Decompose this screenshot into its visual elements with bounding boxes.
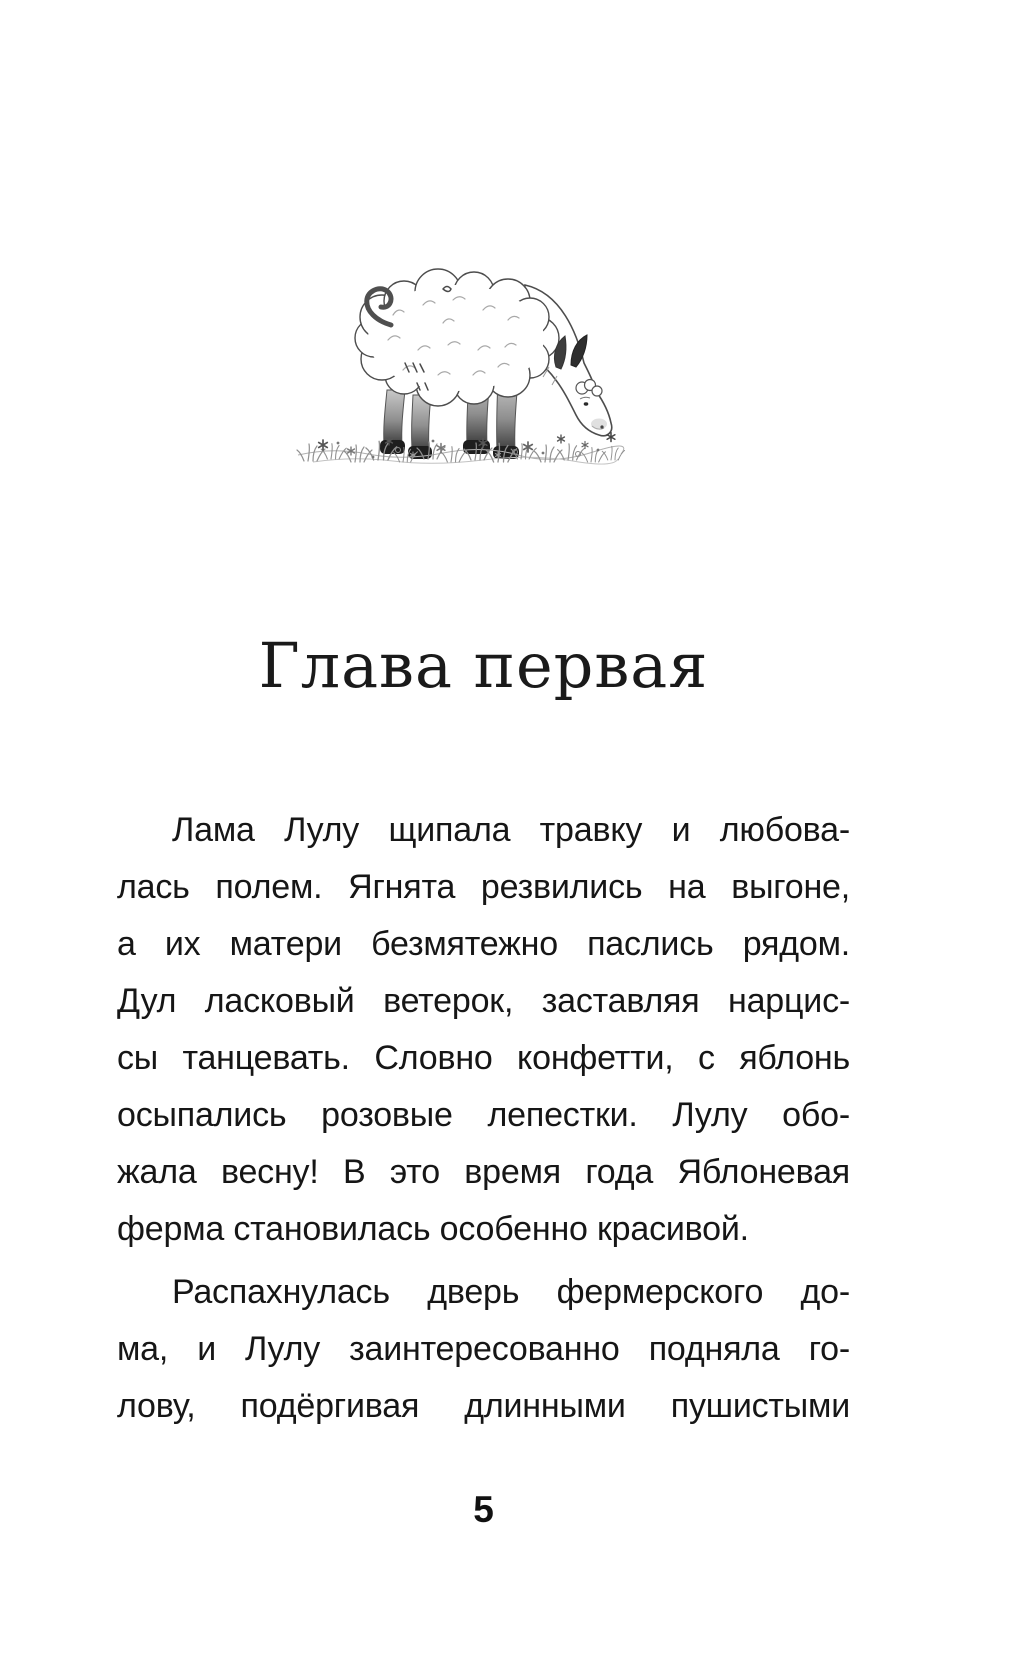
paragraph <box>117 802 850 1258</box>
eye <box>584 402 589 405</box>
text-line: жала весну! В это время года Яблоневая <box>117 1153 850 1191</box>
text-line: а их матери безмятежно паслись рядом. <box>117 925 850 963</box>
paragraph <box>117 1264 850 1435</box>
nostril <box>600 425 603 428</box>
text-line: лову, подёргивая длинными пушистыми <box>117 1387 850 1425</box>
muzzle-shading <box>591 419 607 430</box>
text-line: ферма становилась особенно красивой. <box>117 1210 749 1248</box>
chapter-title: Глава первая <box>258 629 709 702</box>
grass <box>297 433 625 465</box>
text-line: сы танцевать. Словно конфетти, с яблонь <box>117 1039 850 1077</box>
text-line: Распахнулась дверь фермерского до- <box>172 1273 850 1311</box>
text-line: Дул ласковый ветерок, заставляя нарцис- <box>117 982 850 1020</box>
text-line: осыпались розовые лепестки. Лулу обо- <box>117 1096 850 1134</box>
body-text <box>117 802 850 1435</box>
text-line: ма, и Лулу заинтересованно подняла го- <box>117 1330 850 1368</box>
text-line: Лама Лулу щипала травку и любова- <box>172 811 850 849</box>
page-number: 5 <box>473 1489 494 1530</box>
text-line: лась полем. Ягнята резвились на выгоне, <box>117 868 850 906</box>
llama-illustration <box>293 255 627 469</box>
